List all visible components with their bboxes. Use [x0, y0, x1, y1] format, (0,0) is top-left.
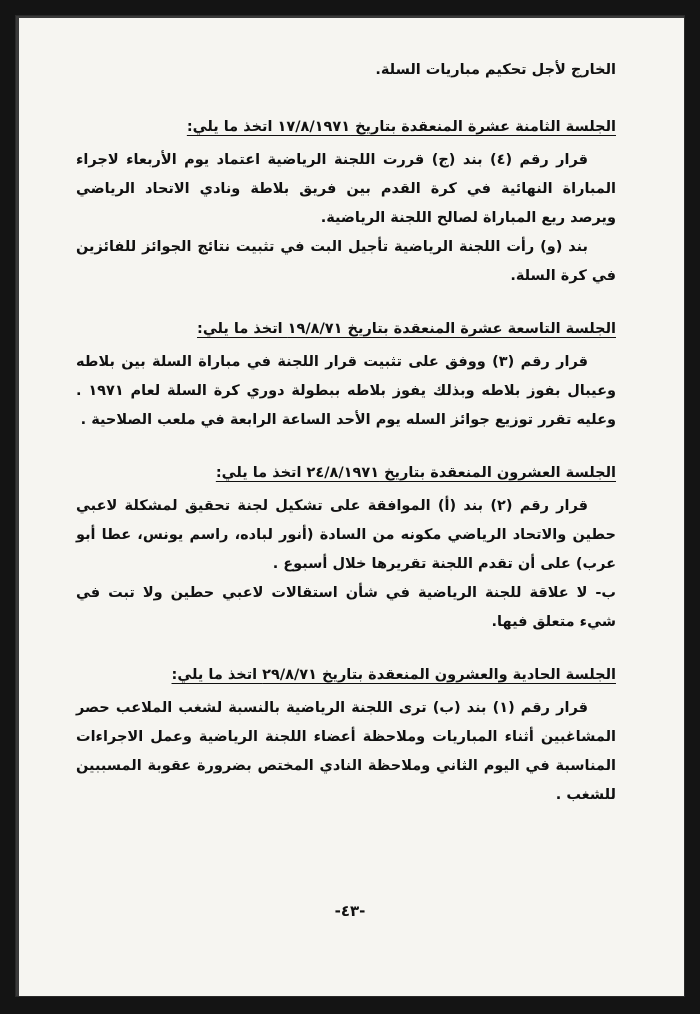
section-heading-19: الجلسة التاسعة عشرة المنعقدة بتاريخ ١٩/٨/٧١ اتخذ ما يلي: [197, 321, 616, 337]
section-21-paragraph-1: قرار رقم (١) بند (ب) ترى اللجنة الرياضية بالنسبة لشغب الملاعب حصر المشاغبين أثناء المباريات وملاحظة أعضاء اللجنة الرياضية وعمل الاجراءات المناسبة في اليوم الثاني وملاحظة النادي المختص بضرورة عقوبة المسببين للشغب . [76, 700, 616, 803]
section-heading-18: الجلسة الثامنة عشرة المنعقدة بتاريخ ١٧/٨/١٩٧١ اتخذ ما يلي: [186, 119, 616, 135]
section-heading-20: الجلسة العشرون المنعقدة بتاريخ ٢٤/٨/١٩٧١ اتخذ ما يلي: [215, 465, 616, 481]
intro-line: الخارج لأجل تحكيم مباريات السلة. [375, 62, 616, 78]
page-number: -٤٣- [334, 902, 366, 920]
document-body [76, 56, 616, 810]
section-20-paragraph-1: قرار رقم (٢) بند (أ) الموافقة على تشكيل لجنة تحقيق لمشكلة لاعبي حطين والاتحاد الرياضي مكونه من السادة (أنور لباده، راسم يونس، عطا أبو عرب) على أن تقدم اللجنة تقريرها خلال أسبوع . [76, 498, 616, 572]
section-18-paragraph-1: قرار رقم (٤) بند (ج) قررت اللجنة الرياضية اعتماد يوم الأربعاء لاجراء المباراة النهائية في كرة القدم بين فريق بلاطة ونادي الاتحاد الرياضي ويرصد ريع المباراة لصالح اللجنة الرياضية. [76, 152, 616, 226]
section-20-paragraph-2: ب- لا علاقة للجنة الرياضية في شأن استقالات لاعبي حطين ولا تبت في شيء متعلق فيها. [76, 585, 616, 630]
section-18-paragraph-2: بند (و) رأت اللجنة الرياضية تأجيل البت في تثبيت نتائج الجوائز للفائزين في كرة السلة. [76, 239, 616, 284]
section-19-paragraph-1: قرار رقم (٣) ووفق على تثبيت قرار اللجنة في مباراة السلة بين بلاطه وعيبال بفوز بلاطه وبذلك يفوز بلاطه ببطولة دوري كرة السلة لعام ١٩٧١ . وعليه تقرر توزيع جوائز السله يوم الأحد الساعة الرابعة في ملعب الصلاحية . [76, 354, 616, 428]
section-heading-21: الجلسة الحادية والعشرون المنعقدة بتاريخ ٢٩/٨/٧١ اتخذ ما يلي: [171, 667, 616, 683]
